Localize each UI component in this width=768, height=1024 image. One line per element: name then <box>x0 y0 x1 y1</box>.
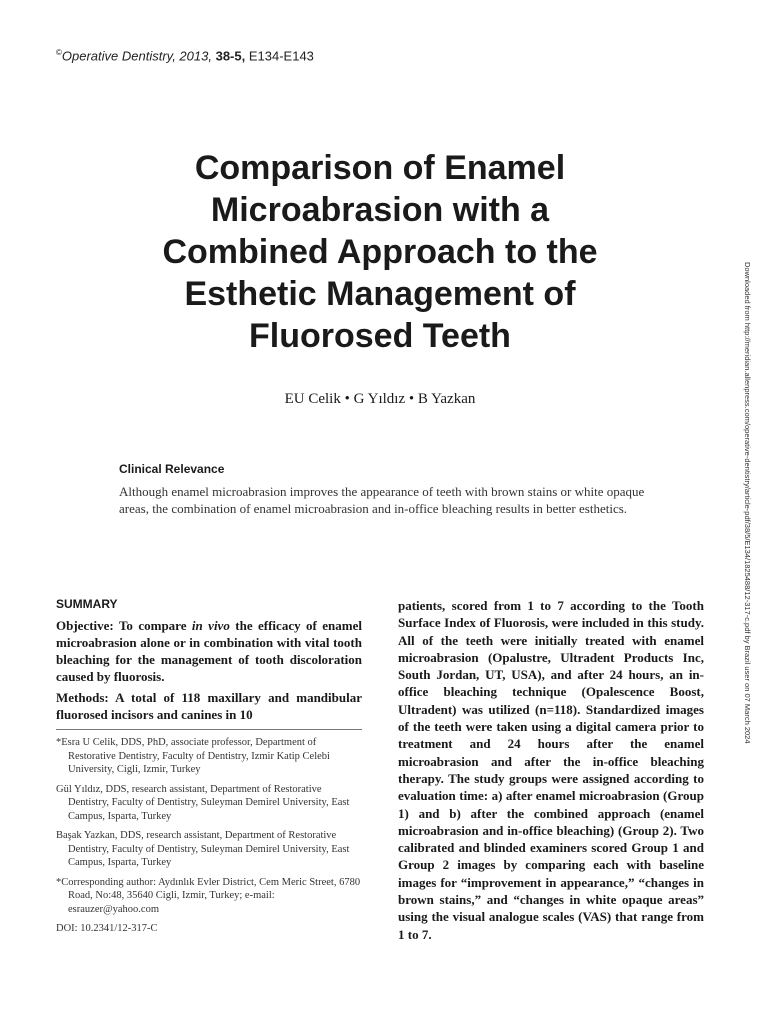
journal-name: Operative Dentistry, 2013, <box>61 48 212 64</box>
title-line: Fluorosed Teeth <box>249 317 511 355</box>
objective-paragraph <box>56 617 362 685</box>
objective-prefix: Objective: To compare <box>56 618 192 633</box>
summary-heading: SUMMARY <box>56 597 118 611</box>
methods-continued: patients, scored from 1 to 7 according to the Tooth Surface Index of Fluorosis, were included in this study. All of the teeth were initially treated with enamel microabrasion (Opalustre, Ultradent Products Inc, South Jordan, UT, USA), and after 24 hours, an in-office bleaching technique (Opalescence Boost, Ultradent) was utilized (n=118). Standardized images of the teeth were taken using a digital camera prior to treatment and 24 hours after the enamel microabrasion and after the in-office bleaching therapy. The study groups were assigned according to evaluation time: a) after enamel microabrasion (Group 1) and b) after the combined approach (enamel microabrasion and in-office bleaching) (Group 2). Two calibrated and blinded examiners scored Group 1 and Group 2 images by comparing each with baseline images for “improvement in appearance,” “changes in brown stains,” and “changes in white opaque areas” using the visual analogue scales (VAS) that range from 1 to 7. <box>398 598 704 942</box>
footnote-doi: DOI: 10.2341/12-317-C <box>56 923 158 934</box>
author-list: EU Celik • G Yıldız • B Yazkan <box>284 391 476 407</box>
right-column <box>398 597 704 943</box>
title-line: Combined Approach to the <box>162 233 598 271</box>
footnote-corresponding: *Corresponding author: Aydınlık Evler District, Cem Meric Street, 6780 Road, No:48, 35640 Cigli, Izmir, Turkey; e-mail: esrauzer@yahoo.com <box>56 876 361 915</box>
copyright-mark: © <box>56 48 62 57</box>
footnote-author-2: Gül Yıldız, DDS, research assistant, Department of Restorative Dentistry, Faculty of Dentistry, Suleyman Demirel University, East Campus, Isparta, Turkey <box>56 783 350 822</box>
left-column <box>56 597 362 942</box>
objective-rest: the efficacy of enamel microabrasion alone or in combination with vital tooth bleaching for the management of tooth discoloration caused by fluorosis. <box>56 618 362 684</box>
objective-italic: in vivo <box>191 618 230 633</box>
methods-paragraph: Methods: A total of 118 maxillary and mandibular fluorosed incisors and canines in 10 <box>56 690 362 722</box>
download-note: Downloaded from http://meridian.allenpress.com/operative-dentistry/article-pdf/38/5/E134/1825488/12-317-c.pdf by Brazil user on 07 March 2024 <box>743 262 752 744</box>
clinical-relevance-text: Although enamel microabrasion improves the appearance of teeth with brown stains or white opaque areas, the combination of enamel microabrasion and in-office bleaching results in better esthetics. <box>119 484 645 516</box>
journal-header <box>56 48 314 63</box>
footnote-author-3: Başak Yazkan, DDS, research assistant, Department of Restorative Dentistry, Faculty of Dentistry, Suleyman Demirel University, East Campus, Isparta, Turkey <box>56 830 350 868</box>
journal-volume: 38-5, <box>215 48 246 64</box>
article-title <box>100 147 660 357</box>
title-line: Microabrasion with a <box>210 191 550 229</box>
footnote-divider <box>56 729 362 730</box>
title-line: Comparison of Enamel <box>194 149 566 187</box>
title-line: Esthetic Management of <box>184 275 576 313</box>
journal-pages: E134-E143 <box>248 48 314 64</box>
footnote-author-1: *Esra U Celik, DDS, PhD, associate professor, Department of Restorative Dentistry, Faculty of Dentistry, Izmir Katip Celebi University, Cigli, Izmir, Turkey <box>56 737 330 775</box>
clinical-relevance-heading: Clinical Relevance <box>119 462 225 476</box>
